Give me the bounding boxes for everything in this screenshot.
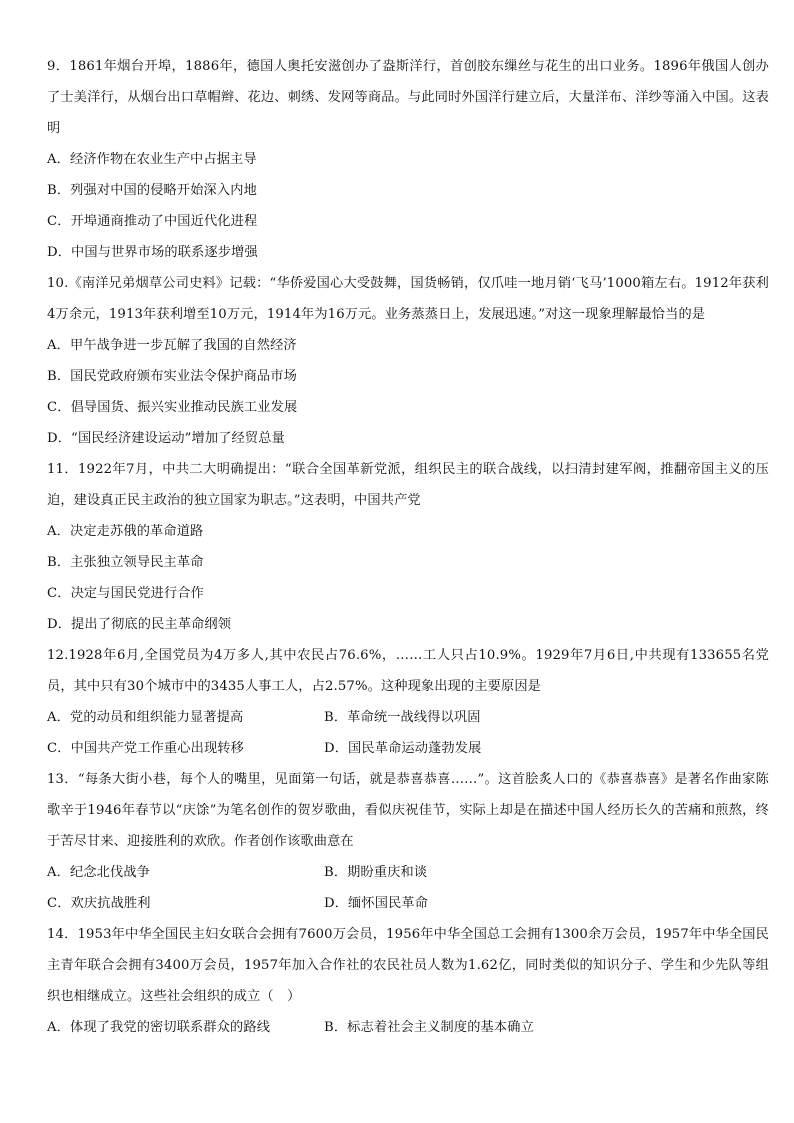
question-12-options-row-2 bbox=[47, 733, 769, 764]
question-13-options-row-2 bbox=[47, 888, 769, 919]
question-10-option-a: A．甲午战争进一步瓦解了我国的自然经济 bbox=[47, 338, 297, 353]
question-9-option-d: D．中国与世界市场的联系逐步增强 bbox=[47, 245, 258, 260]
question-13-option-c: C．欢庆抗战胜利 bbox=[47, 896, 151, 911]
question-11-option-a: A．决定走苏俄的革命道路 bbox=[47, 524, 204, 539]
question-12-option-c: C．中国共产党工作重心出现转移 bbox=[47, 741, 244, 756]
question-12-stem: 12.1928年6月,全国党员为4万多人,其中农民占76.6%，……工人只占10.9%。1929年7月6日,中共现有133655名党员，其中只有30个城市中的3435人事工人，占2.57%。这种现象出现的主要原因是 bbox=[47, 648, 769, 694]
question-10-stem: 10.《南洋兄弟烟草公司史料》记载：“华侨爱国心大受鼓舞，国货畅销，仅爪哇一地月销‘飞马’1000箱左右。1912年获利4万余元，1913年获利增至10万元，1914年为16万元。业务蒸蒸日上，发展迅速。”对这一现象理解最恰当的是 bbox=[47, 276, 769, 322]
question-11-option-c: C．决定与国民党进行合作 bbox=[47, 586, 204, 601]
question-9-option-b: B．列强对中国的侵略开始深入内地 bbox=[47, 183, 257, 198]
question-12-option-d: D．国民革命运动蓬勃发展 bbox=[324, 741, 482, 756]
question-11-option-b: B．主张独立领导民主革命 bbox=[47, 555, 204, 570]
question-12-option-b: B．革命统一战线得以巩固 bbox=[324, 710, 481, 725]
question-13-stem: 13．“每条大街小巷，每个人的嘴里，见面第一句话，就是恭喜恭喜……”。这首脍炙人口的《恭喜恭喜》是著名作曲家陈歌辛于1946年春节以“庆馀”为笔名创作的贺岁歌曲，看似庆祝佳节，实际上却是在描述中国人经历长久的苦痛和煎熬，终于苦尽甘来、迎接胜利的欢欣。作者创作该歌曲意在 bbox=[47, 772, 769, 849]
question-14-option-b: B．标志着社会主义制度的基本确立 bbox=[324, 1020, 534, 1035]
question-13-options-row-1 bbox=[47, 857, 769, 888]
question-14-options-row-1 bbox=[47, 1012, 769, 1043]
question-12-options-row-1 bbox=[47, 702, 769, 733]
question-9-option-c: C．开埠通商推动了中国近代化进程 bbox=[47, 214, 258, 229]
question-13-option-d: D．缅怀国民革命 bbox=[324, 896, 429, 911]
question-9-stem: 9．1861年烟台开埠，1886年，德国人奥托安滋创办了盎斯洋行，首创胶东缫丝与花生的出口业务。1896年俄国人创办了士美洋行，从烟台出口草帽辫、花边、刺绣、发网等商品。与此同时外国洋行建立后，大量洋布、洋纱等涌入中国。这表明 bbox=[47, 59, 769, 136]
question-14-option-a: A．体现了我党的密切联系群众的路线 bbox=[47, 1020, 271, 1035]
question-14-stem: 14．1953年中华全国民主妇女联合会拥有7600万会员，1956年中华全国总工会拥有1300余万会员，1957年中华全国民主青年联合会拥有3400万会员，1957年加入合作社的农民社员人数为1.62亿，同时类似的知识分子、学生和少先队等组织也相继成立。这些社会组织的成立（ ） bbox=[47, 927, 769, 1004]
question-13-option-b: B．期盼重庆和谈 bbox=[324, 865, 428, 880]
question-13-option-a: A．纪念北伐战争 bbox=[47, 865, 151, 880]
exam-page bbox=[47, 51, 769, 1043]
question-12-option-a: A．党的动员和组织能力显著提高 bbox=[47, 710, 244, 725]
question-10-option-b: B．国民党政府颁布实业法令保护商品市场 bbox=[47, 369, 297, 384]
question-11-option-d: D．提出了彻底的民主革命纲领 bbox=[47, 617, 232, 632]
question-10-option-d: D．“国民经济建设运动”增加了经贸总量 bbox=[47, 431, 285, 446]
question-11-stem: 11．1922年7月，中共二大明确提出：“联合全国革新党派，组织民主的联合战线，以扫清封建军阀，推翻帝国主义的压迫，建设真正民主政治的独立国家为职志。”这表明，中国共产党 bbox=[47, 462, 769, 508]
question-9-option-a: A．经济作物在农业生产中占据主导 bbox=[47, 152, 257, 167]
question-10-option-c: C．倡导国货、振兴实业推动民族工业发展 bbox=[47, 400, 298, 415]
